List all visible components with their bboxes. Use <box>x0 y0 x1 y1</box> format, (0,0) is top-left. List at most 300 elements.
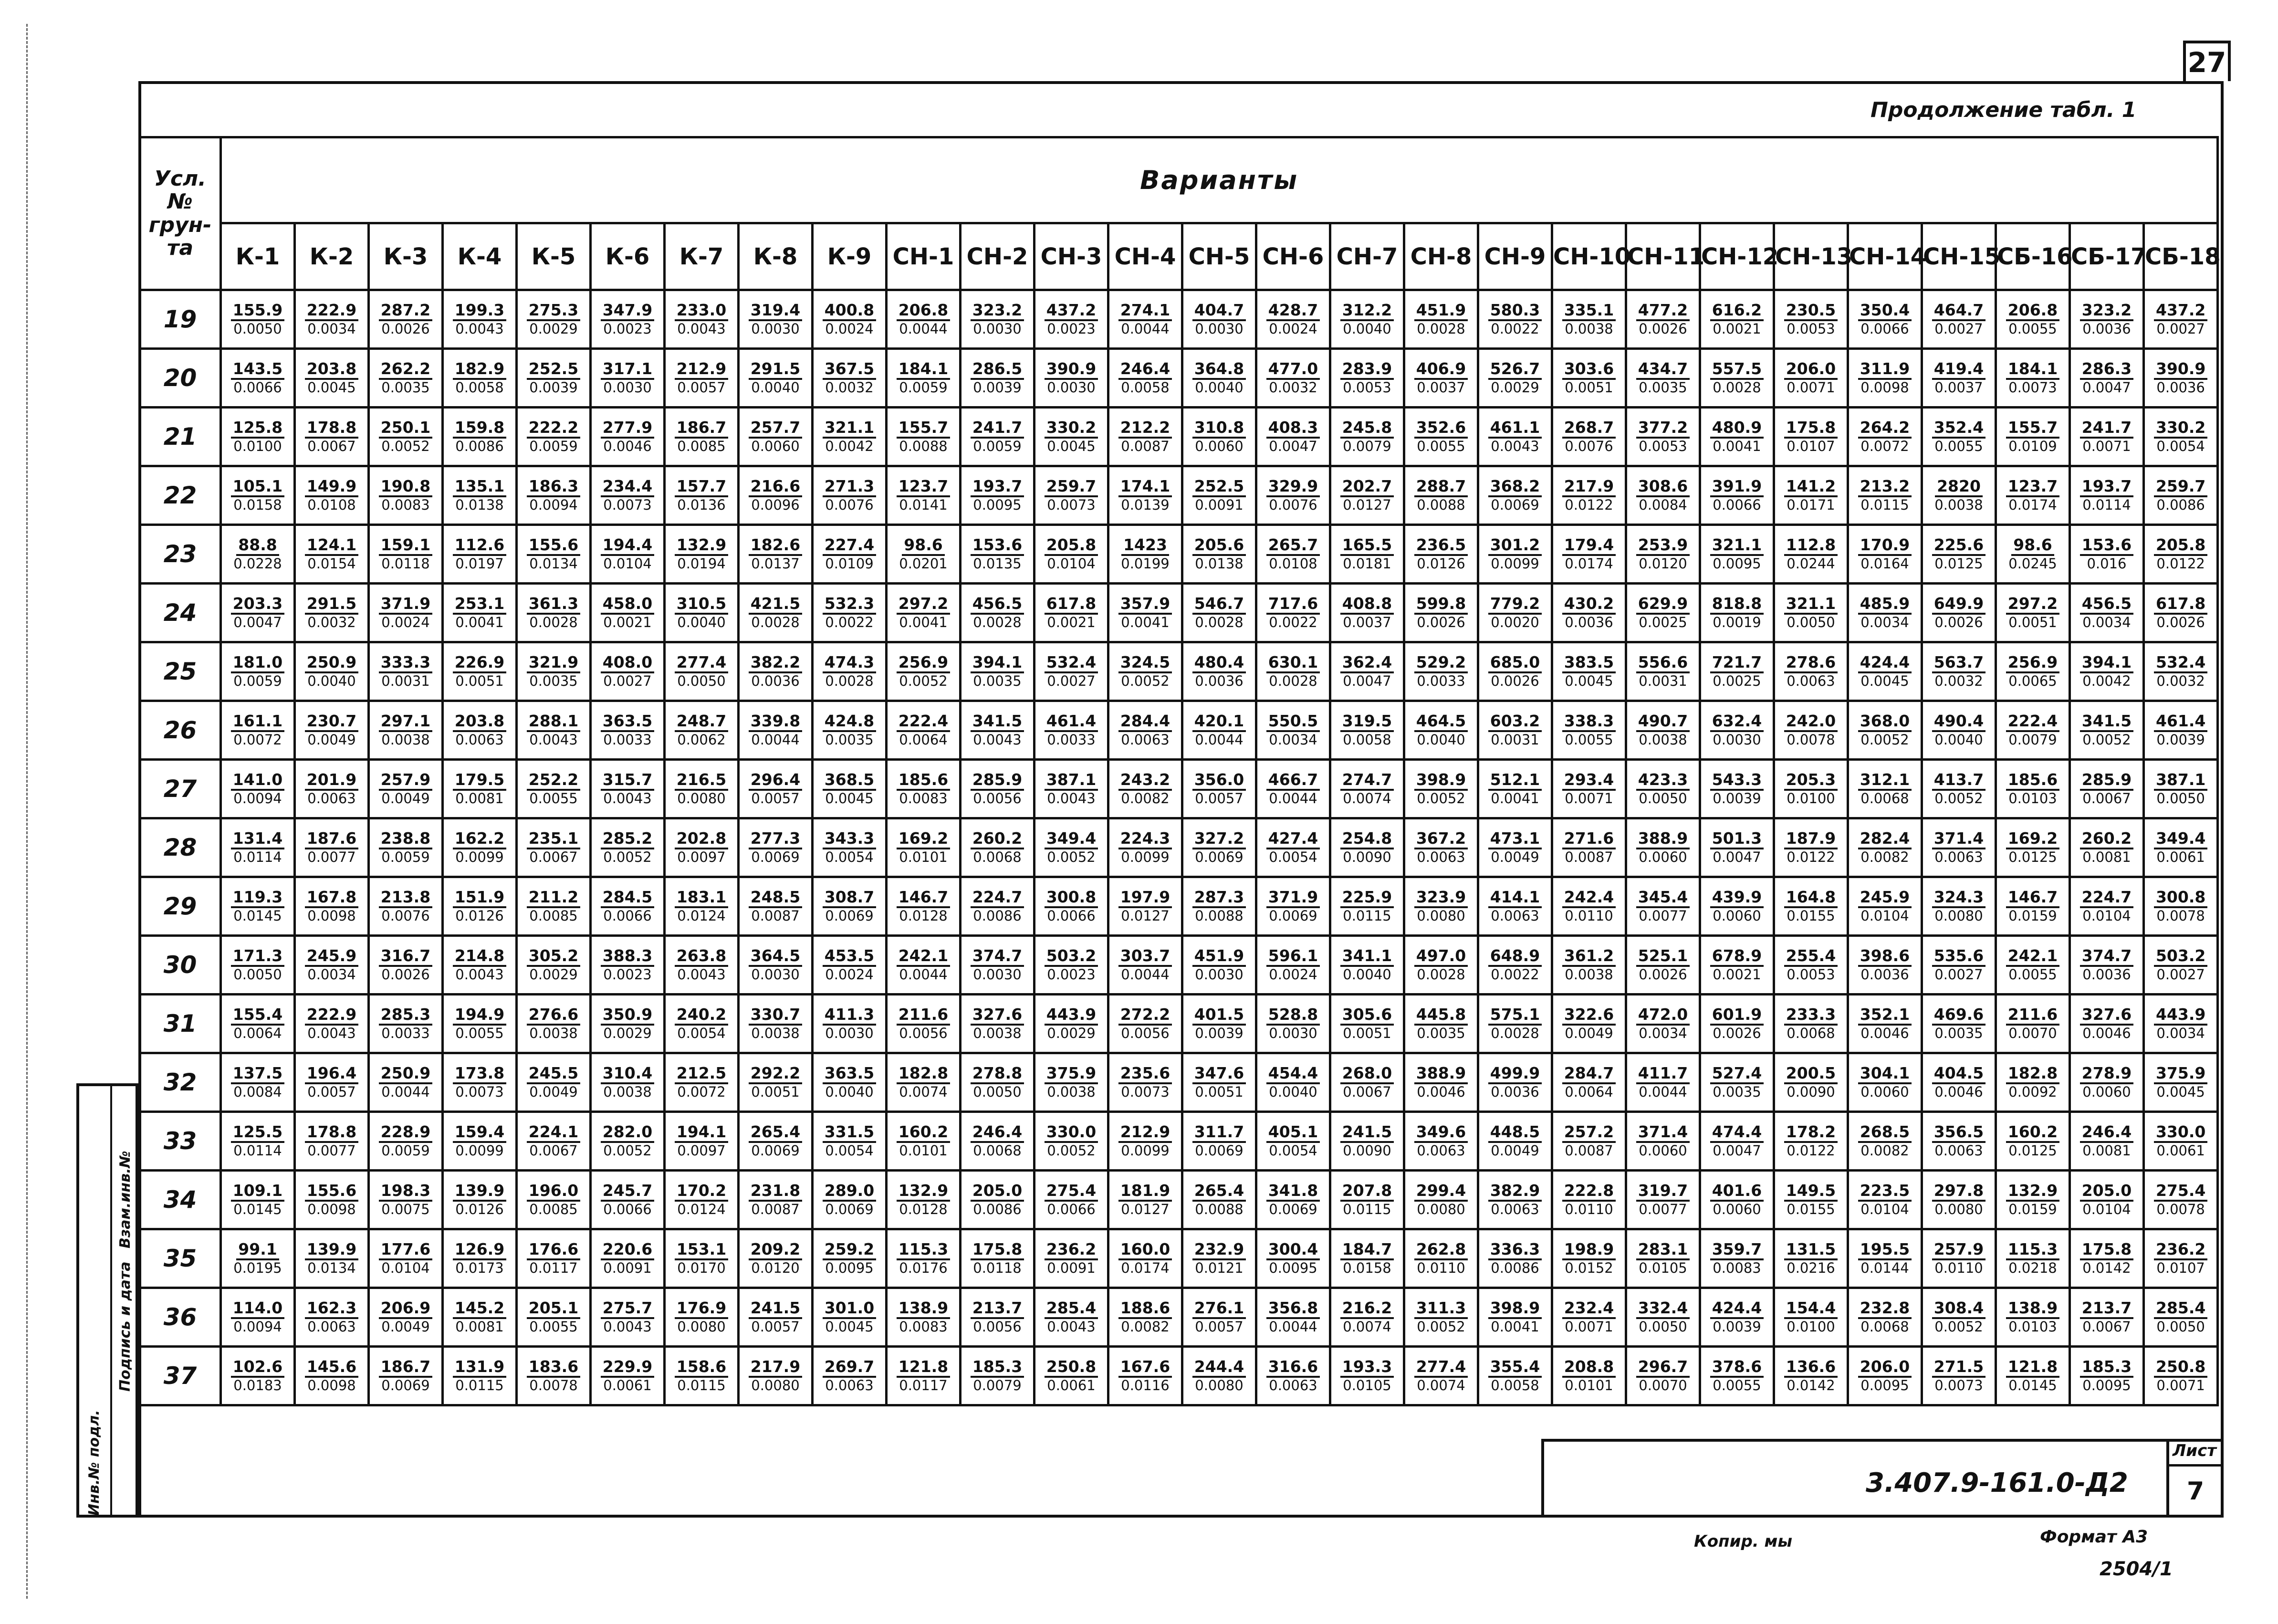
value-numerator: 311.3 <box>1414 1299 1468 1319</box>
value-numerator: 350.4 <box>1858 301 1912 321</box>
value-cell <box>1182 1053 1256 1112</box>
value-numerator: 119.3 <box>231 888 284 908</box>
value-denominator: 0.0038 <box>1565 966 1613 983</box>
value-numerator: 480.4 <box>1192 653 1246 673</box>
value-denominator: 0.0050 <box>2156 1319 2205 1335</box>
value-denominator: 0.0039 <box>2156 732 2205 748</box>
value-cell <box>1996 290 2070 349</box>
value-denominator: 0.0154 <box>307 555 356 572</box>
value-denominator: 0.0099 <box>1121 849 1170 866</box>
value-cell <box>961 290 1035 349</box>
value-cell <box>1774 1053 1848 1112</box>
value-numerator: 242.0 <box>1784 712 1838 732</box>
value-denominator: 0.0028 <box>1491 1025 1539 1042</box>
value-numerator: 184.1 <box>2006 360 2059 380</box>
value-numerator: 216.2 <box>1340 1299 1394 1319</box>
value-numerator: 185.3 <box>2080 1358 2133 1378</box>
value-numerator: 497.0 <box>1414 947 1468 967</box>
value-cell <box>1182 584 1256 642</box>
value-denominator: 0.0060 <box>1713 1201 1761 1218</box>
value-cell <box>1700 408 1774 466</box>
value-denominator: 0.0034 <box>307 321 356 337</box>
value-numerator: 145.6 <box>305 1358 358 1378</box>
value-cell <box>369 877 443 936</box>
table-row <box>140 1053 2218 1112</box>
value-denominator: 0.0066 <box>1713 497 1761 513</box>
value-numerator: 227.4 <box>823 536 876 556</box>
value-cell <box>1626 877 1700 936</box>
value-denominator: 0.0054 <box>825 849 874 866</box>
value-denominator: 0.0083 <box>899 790 948 807</box>
value-cell <box>813 701 887 760</box>
value-numerator: 155.4 <box>231 1006 284 1026</box>
soil-number-cell <box>140 349 221 408</box>
variant-column-label: К-4 <box>457 243 502 270</box>
value-cell <box>295 936 369 995</box>
value-numerator: 233.3 <box>1784 1006 1838 1026</box>
value-cell <box>1774 1229 1848 1288</box>
value-numerator: 276.1 <box>1192 1299 1246 1319</box>
value-cell <box>2144 466 2218 525</box>
value-numerator: 503.2 <box>2154 947 2207 967</box>
side-label-replace: Взам.инв.№ <box>117 1151 134 1248</box>
value-numerator: 186.7 <box>379 1358 432 1378</box>
value-denominator: 0.0026 <box>2156 614 2205 631</box>
value-cell <box>295 290 369 349</box>
value-cell <box>295 1112 369 1171</box>
value-cell <box>1108 1053 1182 1112</box>
value-cell <box>591 349 665 408</box>
format-label: Формат А3 <box>2040 1527 2148 1547</box>
value-numerator: 299.4 <box>1414 1182 1468 1202</box>
value-cell <box>1700 525 1774 584</box>
value-numerator: 312.1 <box>1858 771 1912 791</box>
value-cell <box>591 642 665 701</box>
table-row <box>140 1112 2218 1171</box>
value-cell <box>221 701 295 760</box>
value-cell <box>1848 1171 1922 1229</box>
value-denominator: 0.0124 <box>677 908 726 924</box>
value-cell <box>517 525 591 584</box>
variant-column-label: К-9 <box>827 243 872 270</box>
value-cell <box>369 701 443 760</box>
value-numerator: 256.9 <box>2006 653 2059 673</box>
value-denominator: 0.0127 <box>1343 497 1391 513</box>
value-cell <box>221 1229 295 1288</box>
value-denominator: 0.0092 <box>2008 1084 2057 1100</box>
value-cell <box>1256 877 1330 936</box>
value-denominator: 0.0088 <box>899 438 948 455</box>
value-cell <box>1108 1171 1182 1229</box>
value-numerator: 503.2 <box>1045 947 1098 967</box>
value-cell <box>1700 642 1774 701</box>
value-denominator: 0.0028 <box>751 614 800 631</box>
value-numerator: 316.6 <box>1266 1358 1320 1378</box>
value-numerator: 288.7 <box>1414 477 1468 497</box>
value-denominator: 0.0019 <box>1713 614 1761 631</box>
value-numerator: 1423 <box>1121 536 1169 556</box>
value-numerator: 327.6 <box>2080 1006 2133 1026</box>
value-numerator: 329.9 <box>1266 477 1320 497</box>
value-cell <box>961 408 1035 466</box>
value-denominator: 0.0086 <box>2156 497 2205 513</box>
value-cell <box>1108 466 1182 525</box>
value-cell <box>1182 466 1256 525</box>
value-cell <box>739 408 813 466</box>
value-denominator: 0.0056 <box>1121 1025 1170 1042</box>
value-numerator: 222.9 <box>305 301 358 321</box>
value-cell <box>1108 818 1182 877</box>
value-denominator: 0.0127 <box>1121 1201 1170 1218</box>
value-denominator: 0.0045 <box>825 790 874 807</box>
value-cell <box>1478 1347 1552 1405</box>
value-numerator: 187.9 <box>1784 829 1838 849</box>
value-numerator: 213.8 <box>379 888 432 908</box>
value-numerator: 297.2 <box>2006 595 2059 615</box>
value-denominator: 0.0050 <box>677 673 726 690</box>
variant-column-header <box>1404 223 1478 290</box>
value-denominator: 0.0122 <box>1787 1142 1835 1159</box>
value-cell <box>443 995 517 1053</box>
value-denominator: 0.0080 <box>1934 908 1983 924</box>
value-denominator: 0.0030 <box>1269 1025 1317 1042</box>
value-denominator: 0.0038 <box>381 732 430 748</box>
value-denominator: 0.0103 <box>2008 790 2057 807</box>
value-numerator: 286.5 <box>971 360 1024 380</box>
value-cell <box>665 818 739 877</box>
value-numerator: 323.2 <box>971 301 1024 321</box>
value-cell <box>2144 1347 2218 1405</box>
value-numerator: 185.3 <box>971 1358 1024 1378</box>
value-numerator: 167.6 <box>1118 1358 1172 1378</box>
value-numerator: 532.4 <box>2154 653 2207 673</box>
value-cell <box>2144 1288 2218 1347</box>
value-denominator: 0.0051 <box>455 673 504 690</box>
value-cell <box>1330 525 1404 584</box>
value-denominator: 0.0074 <box>1343 790 1391 807</box>
value-denominator: 0.0038 <box>603 1084 652 1100</box>
value-denominator: 0.0028 <box>1713 379 1761 396</box>
value-cell <box>1848 701 1922 760</box>
value-numerator: 321.1 <box>1710 536 1764 556</box>
value-denominator: 0.0110 <box>1417 1260 1465 1277</box>
soil-number-cell <box>140 936 221 995</box>
value-cell <box>887 584 961 642</box>
value-denominator: 0.0029 <box>529 966 578 983</box>
value-denominator: 0.0118 <box>973 1260 1022 1277</box>
value-numerator: 217.9 <box>1562 477 1616 497</box>
value-numerator: 196.0 <box>527 1182 580 1202</box>
value-denominator: 0.0043 <box>973 732 1022 748</box>
value-numerator: 512.1 <box>1488 771 1542 791</box>
value-denominator: 0.0068 <box>1860 1319 1909 1335</box>
value-numerator: 617.8 <box>1045 595 1098 615</box>
value-numerator: 420.1 <box>1192 712 1246 732</box>
value-denominator: 0.0051 <box>1565 379 1613 396</box>
value-cell <box>1256 408 1330 466</box>
value-cell <box>1035 349 1108 408</box>
value-denominator: 0.0057 <box>751 1319 800 1335</box>
value-cell <box>887 1171 961 1229</box>
value-numerator: 283.9 <box>1340 360 1394 380</box>
value-denominator: 0.0028 <box>973 614 1022 631</box>
value-denominator: 0.0060 <box>751 438 800 455</box>
value-denominator: 0.0039 <box>529 379 578 396</box>
value-numerator: 178.8 <box>305 419 358 439</box>
value-cell <box>1108 1288 1182 1347</box>
value-cell <box>1404 1171 1478 1229</box>
variant-column-header <box>1700 223 1779 290</box>
value-denominator: 0.0115 <box>1860 497 1909 513</box>
value-denominator: 0.0068 <box>1860 790 1909 807</box>
value-cell <box>1774 1171 1848 1229</box>
value-denominator: 0.0030 <box>751 321 800 337</box>
value-cell <box>1774 466 1848 525</box>
value-numerator: 283.1 <box>1636 1240 1690 1260</box>
value-denominator: 0.0099 <box>1491 555 1539 572</box>
value-numerator: 224.7 <box>971 888 1024 908</box>
value-cell <box>1848 877 1922 936</box>
value-denominator: 0.0045 <box>2156 1084 2205 1100</box>
value-cell <box>1108 760 1182 818</box>
value-numerator: 375.9 <box>2154 1064 2207 1084</box>
value-cell <box>2144 349 2218 408</box>
value-denominator: 0.0053 <box>1787 966 1835 983</box>
value-denominator: 0.0041 <box>899 614 948 631</box>
value-cell <box>1404 642 1478 701</box>
value-cell <box>1700 701 1774 760</box>
value-cell <box>813 1229 887 1288</box>
value-cell <box>887 936 961 995</box>
value-denominator: 0.0101 <box>899 849 948 866</box>
soil-number-cell <box>140 408 221 466</box>
value-cell <box>221 349 295 408</box>
value-cell <box>665 290 739 349</box>
value-denominator: 0.0087 <box>1565 1142 1613 1159</box>
value-denominator: 0.0094 <box>529 497 578 513</box>
value-cell <box>295 1053 369 1112</box>
variant-column-label: СН-8 <box>1410 243 1472 270</box>
value-numerator: 368.0 <box>1858 712 1912 732</box>
value-numerator: 580.3 <box>1488 301 1542 321</box>
value-denominator: 0.0047 <box>1713 849 1761 866</box>
value-numerator: 241.7 <box>971 419 1024 439</box>
value-cell <box>1848 1053 1922 1112</box>
value-cell <box>1774 995 1848 1053</box>
value-cell <box>2144 408 2218 466</box>
value-denominator: 0.0040 <box>1195 379 1243 396</box>
soil-number: 24 <box>163 599 197 627</box>
value-cell <box>1256 584 1330 642</box>
value-cell <box>739 818 813 877</box>
value-denominator: 0.0024 <box>825 321 874 337</box>
value-cell <box>591 1112 665 1171</box>
value-numerator: 361.3 <box>527 595 580 615</box>
value-numerator: 206.8 <box>897 301 950 321</box>
value-numerator: 190.8 <box>379 477 432 497</box>
value-numerator: 464.5 <box>1414 712 1468 732</box>
value-cell <box>2144 1229 2218 1288</box>
value-denominator: 0.0036 <box>751 673 800 690</box>
value-denominator: 0.0117 <box>529 1260 578 1277</box>
value-cell <box>1922 1171 1996 1229</box>
value-numerator: 338.3 <box>1562 712 1616 732</box>
value-numerator: 421.5 <box>749 595 802 615</box>
value-numerator: 632.4 <box>1710 712 1764 732</box>
value-numerator: 371.9 <box>379 595 432 615</box>
value-denominator: 0.0099 <box>455 849 504 866</box>
value-numerator: 154.4 <box>1784 1299 1838 1319</box>
value-denominator: 0.0047 <box>1713 1142 1761 1159</box>
value-numerator: 242.1 <box>2006 947 2059 967</box>
value-cell <box>2144 818 2218 877</box>
value-denominator: 0.0049 <box>381 790 430 807</box>
value-denominator: 0.0107 <box>2156 1260 2205 1277</box>
value-numerator: 170.9 <box>1858 536 1912 556</box>
value-cell <box>739 584 813 642</box>
value-numerator: 268.0 <box>1340 1064 1394 1084</box>
variant-column-label: СН-11 <box>1627 243 1705 270</box>
value-numerator: 155.9 <box>231 301 284 321</box>
value-denominator: 0.0051 <box>2008 614 2057 631</box>
value-denominator: 0.0030 <box>1195 966 1243 983</box>
value-denominator: 0.0067 <box>2082 790 2131 807</box>
value-cell <box>1552 1229 1626 1288</box>
value-numerator: 205.0 <box>2080 1182 2133 1202</box>
value-cell <box>1700 466 1774 525</box>
soil-number-header <box>140 137 221 290</box>
value-denominator: 0.0063 <box>1934 849 1983 866</box>
value-numerator: 123.7 <box>897 477 950 497</box>
value-denominator: 0.0100 <box>1787 790 1835 807</box>
soil-number: 25 <box>163 658 197 685</box>
value-denominator: 0.0060 <box>1860 1084 1909 1100</box>
value-cell <box>221 1112 295 1171</box>
value-cell <box>1848 642 1922 701</box>
value-cell <box>1848 1112 1922 1171</box>
soil-number: 28 <box>163 834 197 861</box>
value-denominator: 0.0043 <box>307 1025 356 1042</box>
value-numerator: 285.2 <box>601 829 654 849</box>
value-numerator: 286.3 <box>2080 360 2133 380</box>
value-cell <box>1774 642 1848 701</box>
table-row <box>140 760 2218 818</box>
value-numerator: 388.3 <box>601 947 654 967</box>
value-numerator: 193.3 <box>1340 1358 1394 1378</box>
value-denominator: 0.0021 <box>1047 614 1096 631</box>
value-cell <box>1922 290 1996 349</box>
value-numerator: 419.4 <box>1932 360 1985 380</box>
value-denominator: 0.0125 <box>1934 555 1983 572</box>
value-denominator: 0.0066 <box>1047 908 1096 924</box>
table-row <box>140 936 2218 995</box>
value-denominator: 0.0063 <box>1417 1142 1465 1159</box>
value-denominator: 0.0028 <box>1417 966 1465 983</box>
value-denominator: 0.0043 <box>677 321 726 337</box>
value-numerator: 404.5 <box>1932 1064 1985 1084</box>
value-numerator: 268.5 <box>1858 1123 1912 1143</box>
variant-column-header <box>591 223 665 290</box>
value-cell <box>887 995 961 1053</box>
value-denominator: 0.0032 <box>825 379 874 396</box>
value-denominator: 0.0027 <box>2156 966 2205 983</box>
value-cell <box>2070 1288 2144 1347</box>
value-denominator: 0.0024 <box>825 966 874 983</box>
value-denominator: 0.0063 <box>1491 1201 1539 1218</box>
value-numerator: 285.9 <box>971 771 1024 791</box>
value-denominator: 0.0052 <box>1417 790 1465 807</box>
value-cell <box>961 466 1035 525</box>
value-numerator: 355.4 <box>1488 1358 1542 1378</box>
value-denominator: 0.0066 <box>1860 321 1909 337</box>
variant-column-label: СН-13 <box>1775 243 1853 270</box>
value-cell <box>1552 290 1626 349</box>
value-denominator: 0.0059 <box>381 849 430 866</box>
value-cell <box>1404 1112 1478 1171</box>
value-denominator: 0.0044 <box>1269 1319 1317 1335</box>
value-cell <box>961 1053 1035 1112</box>
value-denominator: 0.0155 <box>1787 908 1835 924</box>
value-denominator: 0.0053 <box>1787 321 1835 337</box>
value-denominator: 0.0141 <box>899 497 948 513</box>
variant-column-header <box>1035 223 1108 290</box>
value-numerator: 235.6 <box>1118 1064 1172 1084</box>
value-cell <box>1035 584 1108 642</box>
value-numerator: 341.5 <box>2080 712 2133 732</box>
value-numerator: 257.2 <box>1562 1123 1616 1143</box>
value-cell <box>1256 1112 1330 1171</box>
value-cell <box>1848 995 1922 1053</box>
value-denominator: 0.0091 <box>603 1260 652 1277</box>
value-cell <box>887 1347 961 1405</box>
value-numerator: 169.2 <box>897 829 950 849</box>
value-cell <box>221 525 295 584</box>
variant-column-header <box>1256 223 1330 290</box>
value-numerator: 132.9 <box>675 536 728 556</box>
value-numerator: 272.2 <box>1118 1006 1172 1026</box>
value-denominator: 0.0041 <box>1121 614 1170 631</box>
value-numerator: 211.2 <box>527 888 580 908</box>
value-numerator: 212.2 <box>1118 419 1172 439</box>
value-cell <box>665 1171 739 1229</box>
value-cell <box>443 936 517 995</box>
value-denominator: 0.0044 <box>1195 732 1243 748</box>
value-numerator: 226.9 <box>453 653 506 673</box>
value-cell <box>1035 1288 1108 1347</box>
value-numerator: 617.8 <box>2154 595 2207 615</box>
value-numerator: 477.0 <box>1266 360 1320 380</box>
value-denominator: 0.0074 <box>899 1084 948 1100</box>
value-denominator: 0.0085 <box>677 438 726 455</box>
value-cell <box>1404 701 1478 760</box>
value-denominator: 0.0024 <box>381 614 430 631</box>
variant-column-header <box>1108 223 1182 290</box>
value-denominator: 0.0054 <box>677 1025 726 1042</box>
value-denominator: 0.0047 <box>2082 379 2131 396</box>
value-denominator: 0.0033 <box>1417 673 1465 690</box>
value-cell <box>2070 1347 2144 1405</box>
value-cell <box>1552 349 1626 408</box>
value-denominator: 0.0069 <box>1269 1201 1317 1218</box>
value-numerator: 2820 <box>1935 477 1983 497</box>
value-numerator: 246.4 <box>971 1123 1024 1143</box>
soil-number-cell <box>140 1112 221 1171</box>
value-denominator: 0.0050 <box>233 321 282 337</box>
value-numerator: 131.9 <box>453 1358 506 1378</box>
value-denominator: 0.0044 <box>899 966 948 983</box>
value-cell <box>887 642 961 701</box>
value-cell <box>591 995 665 1053</box>
